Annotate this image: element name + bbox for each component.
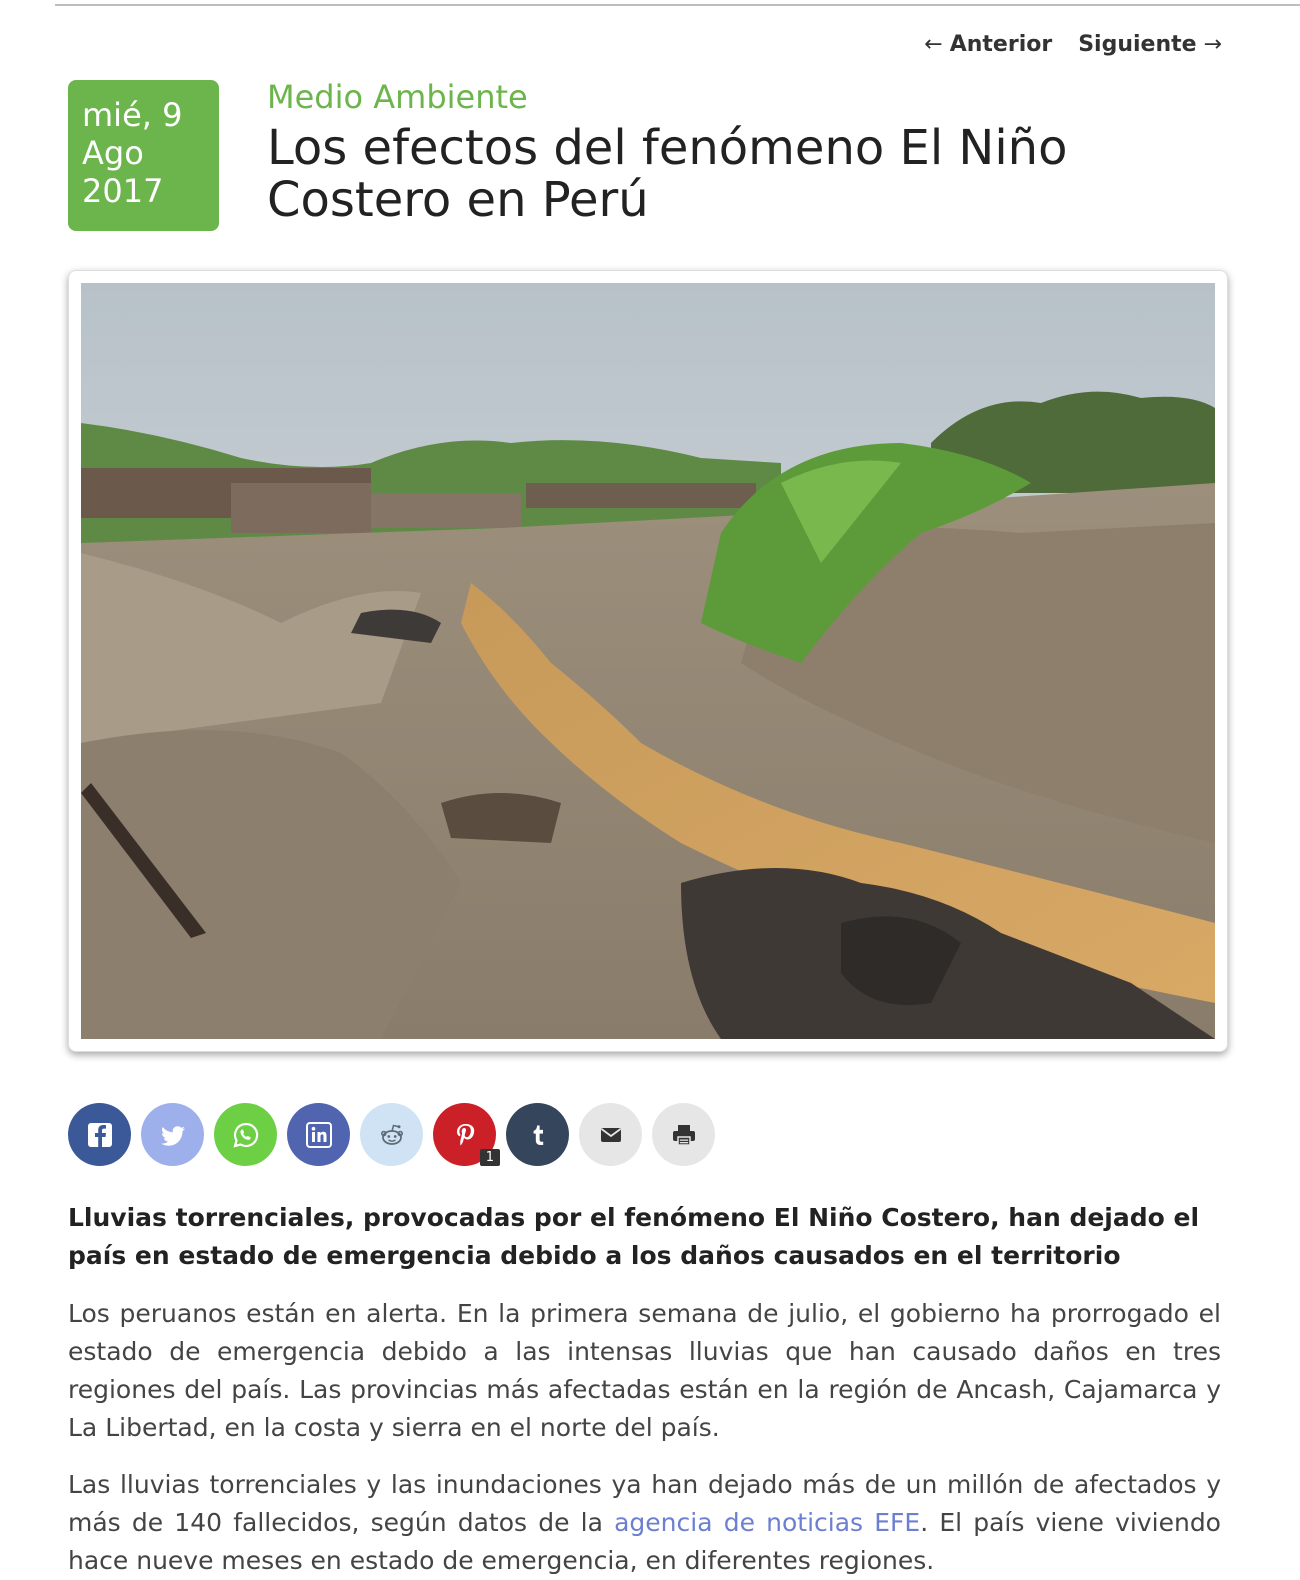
featured-image-frame	[68, 270, 1228, 1052]
twitter-icon	[158, 1120, 188, 1150]
share-email-button[interactable]	[579, 1103, 642, 1166]
share-twitter-button[interactable]	[141, 1103, 204, 1166]
article-lead: Lluvias torrenciales, provocadas por el fenómeno El Niño Costero, han dejado el país en estado de emergencia debido a los daños causados en el territorio	[68, 1203, 1200, 1270]
article-paragraph	[68, 1466, 1221, 1580]
share-reddit-button[interactable]	[360, 1103, 423, 1166]
pinterest-share-count: 1	[480, 1149, 500, 1166]
efe-news-agency-link[interactable]: agencia de noticias EFE	[614, 1508, 921, 1537]
print-icon	[669, 1120, 699, 1150]
share-facebook-button[interactable]	[68, 1103, 131, 1166]
previous-post-link[interactable]: ← Anterior	[924, 32, 1053, 57]
share-whatsapp-button[interactable]	[214, 1103, 277, 1166]
reddit-icon	[377, 1120, 407, 1150]
email-icon	[596, 1120, 626, 1150]
article-title: Los efectos del fenómeno El Niño Costero en Perú	[267, 120, 1068, 228]
share-tumblr-button[interactable]	[506, 1103, 569, 1166]
share-pinterest-button[interactable]	[433, 1103, 496, 1166]
post-navigation	[924, 32, 1222, 57]
share-linkedin-button[interactable]	[287, 1103, 350, 1166]
article-paragraph: Los peruanos están en alerta. En la primera semana de julio, el gobierno ha prorrogado el estado de emergencia debido a las intensas lluvias que han causado daños en tres regiones del país. Las provincias más afectadas están en la región de Ancash, Cajamarca y La Libertad, en la costa y sierra en el norte del país.	[68, 1299, 1221, 1442]
paragraph-text: Las lluvias torrenciales y las inundaciones ya han dejado más de un millón de afectados y más de 140 fallecidos, según datos de la	[68, 1470, 1221, 1537]
featured-image-flooded-riverbed	[81, 283, 1215, 1039]
tumblr-icon	[523, 1120, 553, 1150]
linkedin-icon	[304, 1120, 334, 1150]
print-button[interactable]	[652, 1103, 715, 1166]
previous-post-label: Anterior	[949, 32, 1053, 57]
next-post-label: Siguiente	[1078, 32, 1197, 57]
whatsapp-icon	[231, 1120, 261, 1150]
category-link[interactable]: Medio Ambiente	[267, 78, 528, 116]
top-divider	[55, 4, 1300, 6]
next-post-link[interactable]: Siguiente →	[1078, 32, 1222, 57]
share-buttons	[68, 1103, 715, 1166]
pinterest-icon	[450, 1120, 480, 1150]
facebook-icon	[85, 1120, 115, 1150]
date-weekday-day: mié, 9	[82, 96, 183, 134]
paragraph-text: . El país viene viviendo hace nueve meses en estado de emergencia, en diferentes regiones.	[68, 1508, 1221, 1575]
date-month: Ago	[82, 134, 144, 172]
date-year: 2017	[82, 172, 164, 210]
post-date-badge	[68, 80, 219, 231]
